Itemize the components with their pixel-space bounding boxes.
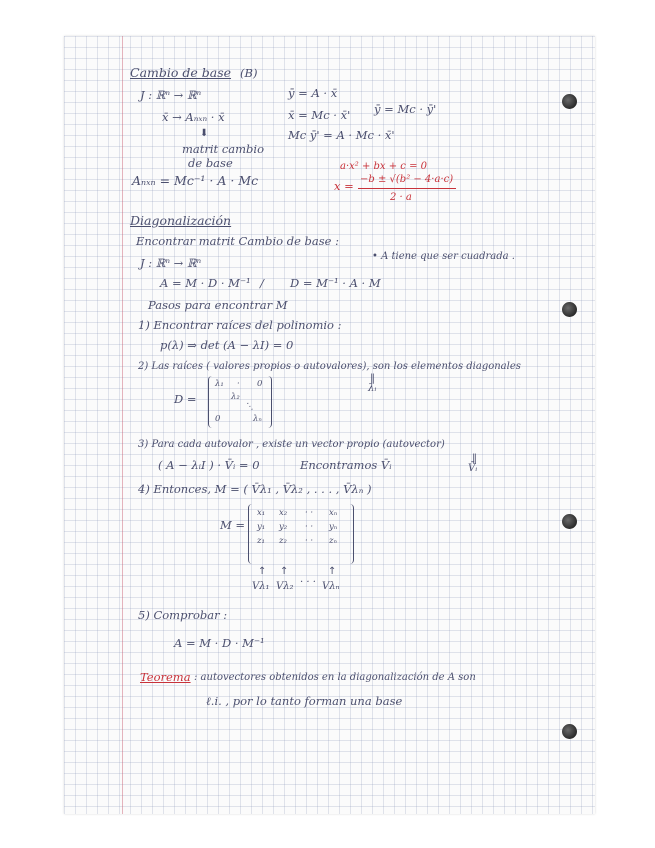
binder-hole	[562, 724, 577, 739]
step-2: 2) Las raíces ( valores propios o autovalores), son los elementos diagonales	[138, 361, 521, 372]
matrix-cell: yₙ	[329, 522, 338, 532]
matrix-cell: 0	[257, 379, 263, 389]
equality-mark: ‖	[370, 373, 375, 384]
quadratic-lhs: x =	[334, 179, 354, 193]
map-definition: J : ℝⁿ → ℝⁿ	[140, 256, 202, 270]
notebook-page	[64, 36, 595, 814]
matrix-cell: y₁	[257, 522, 266, 532]
step-4: 4) Entonces, M = ( V̄λ₁ , V̄λ₂ , . . . , V̄λₙ )	[138, 482, 372, 496]
up-arrow-icon: ↑	[280, 566, 289, 577]
matrix-cell: xₙ	[329, 508, 338, 518]
column-vector-label: Vλ₁	[252, 581, 270, 592]
step-5: 5) Comprobar :	[138, 608, 228, 622]
matrix-cell: x₂	[279, 508, 288, 518]
matrix-cell: x₁	[257, 508, 266, 518]
column-vector-label: Vλ₂	[276, 581, 294, 592]
vector-vi: V̄ᵢ	[468, 463, 478, 474]
up-arrow-icon: ↑	[258, 566, 267, 577]
separator: /	[260, 276, 264, 290]
matrix-cell: λₙ	[253, 414, 262, 424]
theorem-label: Teorema	[140, 670, 191, 684]
m-matrix-label: M =	[220, 518, 246, 532]
map-definition: J : ℝⁿ → ℝⁿ	[140, 88, 202, 102]
d-matrix-label: D =	[174, 392, 197, 406]
diagonal-formula: D = M⁻¹ · A · M	[290, 276, 381, 290]
step-5-equation: A = M · D · M⁻¹	[174, 636, 265, 650]
quadratic-equation: a·x² + bx + c = 0	[340, 161, 428, 172]
note: • A tiene que ser cuadrada .	[372, 251, 515, 262]
instruction: Encontrar matrit Cambio de base :	[136, 234, 339, 248]
quadratic-numerator: −b ± √(b² − 4·a·c)	[360, 174, 454, 185]
matrix-cell: 0	[215, 414, 221, 424]
matrix-cell: y₂	[279, 522, 288, 532]
quadratic-denominator: 2 · a	[390, 192, 412, 203]
matrix-cell: ·	[237, 379, 240, 389]
equation: ȳ = A · x̄	[288, 86, 338, 100]
step-3-find: Encontramos V̄ᵢ	[300, 458, 392, 472]
down-arrow-icon: ⬇	[200, 128, 209, 139]
equation: x̄ = Mc · x̄'	[288, 108, 351, 122]
matrix-cell: ⋱	[245, 402, 254, 412]
matrix-cell: z₁	[257, 536, 265, 546]
step-1-equation: p(λ) ⇒ det (A − λI) = 0	[160, 338, 294, 352]
map-rule: x̄ → Aₙₓₙ · x̄	[162, 110, 225, 124]
matrix-label: de base	[188, 156, 233, 170]
matrix-cell: z₂	[279, 536, 287, 546]
matrix-cell: · ·	[305, 508, 314, 518]
matrix-label: matrit cambio	[182, 142, 264, 156]
up-arrow-icon: ↑	[328, 566, 337, 577]
equation: ȳ = Mc · ȳ'	[374, 102, 437, 116]
section-title: Diagonalización	[130, 213, 232, 228]
m-matrix	[248, 504, 354, 564]
equality-mark: ‖	[472, 453, 477, 464]
matrix-cell: zₙ	[329, 536, 337, 546]
step-1: 1) Encontrar raíces del polinomio :	[138, 318, 342, 332]
matrix-cell: λ₁	[215, 379, 224, 389]
matrix-cell: · ·	[305, 522, 314, 532]
column-vector-label: Vλₙ	[322, 581, 340, 592]
step-3: 3) Para cada autovalor , existe un vector propio (autovector)	[138, 439, 445, 450]
steps-heading: Pasos para encontrar M	[148, 298, 288, 312]
section-tag: (B)	[240, 66, 258, 80]
binder-hole	[562, 514, 577, 529]
d-matrix	[208, 376, 272, 428]
change-of-base-formula: Aₙₓₙ = Mc⁻¹ · A · Mc	[132, 173, 259, 188]
lambda-i: λᵢ	[368, 383, 377, 394]
equation: Mc ȳ' = A · Mc · x̄'	[288, 128, 395, 142]
diagonal-formula: A = M · D · M⁻¹	[160, 276, 251, 290]
matrix-cell: · ·	[305, 536, 314, 546]
theorem-text: ℓ.i. , por lo tanto forman una base	[206, 694, 403, 708]
binder-hole	[562, 94, 577, 109]
fraction-bar	[358, 188, 456, 189]
binder-hole	[562, 302, 577, 317]
step-3-equation: ( A − λᵢI ) · V̄ᵢ = 0	[158, 458, 260, 472]
column-vector-label: · · ·	[300, 577, 316, 588]
theorem-text: : autovectores obtenidos en la diagonalización de A son	[194, 672, 476, 683]
matrix-cell: λ₂	[231, 392, 240, 402]
section-title: Cambio de base	[130, 65, 232, 80]
margin-line	[122, 36, 123, 814]
